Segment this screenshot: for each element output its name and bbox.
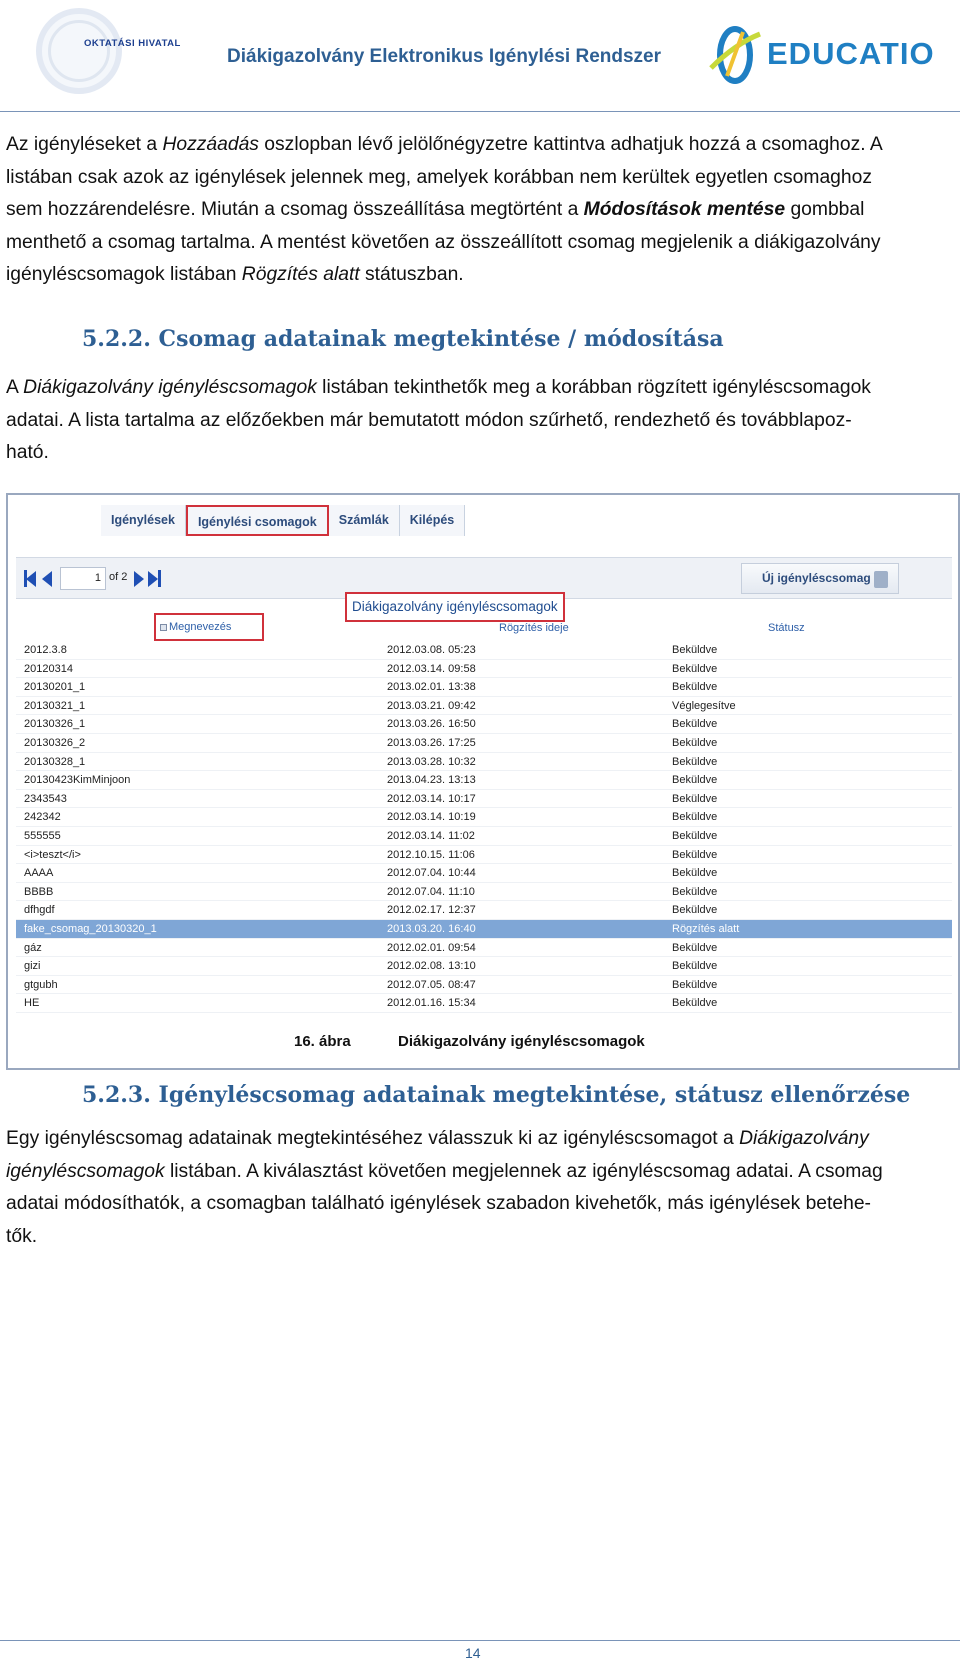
nav-tab-igenylesi-csomagok[interactable]: Igénylési csomagok <box>186 505 329 536</box>
bold-italic-term: Módosítások mentése <box>583 199 786 220</box>
logo-inner-ring <box>48 20 110 82</box>
text: Az igényléseket a <box>6 134 163 155</box>
cell-name: gizi <box>24 960 41 973</box>
section-heading-5-2-2: 5.2.2. Csomag adatainak megtekintése / módosítása <box>82 326 724 352</box>
cell-date: 2013.03.26. 16:50 <box>387 718 476 731</box>
educatio-mark-icon <box>705 24 765 86</box>
text: A <box>6 377 24 398</box>
cell-name: 2012.3.8 <box>24 644 67 656</box>
cell-date: 2012.02.08. 13:10 <box>387 960 476 973</box>
cell-date: 2013.03.28. 10:32 <box>387 755 476 768</box>
page-number-input[interactable]: 1 <box>60 567 106 590</box>
column-header-name[interactable] <box>154 613 264 641</box>
text-line <box>6 129 956 162</box>
cell-date: 2012.02.01. 09:54 <box>387 941 476 954</box>
cell-date: 2013.03.26. 17:25 <box>387 736 476 749</box>
last-page-icon[interactable] <box>148 571 158 587</box>
cell-name: 20130423KimMinjoon <box>24 774 131 787</box>
cell-date: 2012.03.14. 10:19 <box>387 811 476 824</box>
cell-status: Beküldve <box>672 829 718 842</box>
table-row[interactable] <box>16 901 952 920</box>
cell-date: 2012.02.17. 12:37 <box>387 904 476 917</box>
cell-name: gáz <box>24 941 42 954</box>
table-row[interactable] <box>16 994 952 1013</box>
table-row[interactable] <box>16 697 952 716</box>
cell-name: 20130321_1 <box>24 699 86 712</box>
table-row[interactable] <box>16 734 952 753</box>
page-count-label: of 2 <box>109 571 128 583</box>
cell-status: Beküldve <box>672 941 718 954</box>
table-row[interactable] <box>16 920 952 939</box>
cell-status: Beküldve <box>672 718 718 731</box>
table-row[interactable] <box>16 660 952 679</box>
italic-term: Hozzáadás <box>162 134 259 155</box>
new-package-button[interactable] <box>741 563 899 594</box>
italic-term: Diákigazolvány igényléscsomagok <box>23 377 317 398</box>
nav-tab-igenylesek[interactable]: Igénylések <box>101 505 186 536</box>
italic-term: Rögzítés alatt <box>241 264 360 285</box>
table-row[interactable] <box>16 957 952 976</box>
table-row[interactable] <box>16 846 952 865</box>
cell-name: <i>teszt</i> <box>24 848 81 861</box>
package-list <box>16 641 952 1013</box>
cell-date: 2013.03.21. 09:42 <box>387 699 476 712</box>
figure-caption: Diákigazolvány igényléscsomagok <box>398 1033 645 1050</box>
table-row[interactable] <box>16 883 952 902</box>
cell-name: 20130326_2 <box>24 736 86 749</box>
text-line: adatai módosíthatók, a csomagban található igénylések szabadon kivehetők, más igénylések betehe- <box>6 1193 871 1214</box>
logo-text: OKTATÁSI HIVATAL <box>84 38 181 49</box>
text-line <box>6 1123 956 1156</box>
cell-status: Beküldve <box>672 960 718 973</box>
first-page-icon[interactable] <box>26 571 36 587</box>
new-package-button-label: Új igényléscsomag <box>762 571 871 585</box>
paragraph-intro <box>6 129 956 292</box>
table-row[interactable] <box>16 790 952 809</box>
cell-date: 2013.02.01. 13:38 <box>387 681 476 694</box>
next-page-icon[interactable] <box>134 571 144 587</box>
educatio-logo <box>705 24 945 94</box>
text-line: tők. <box>6 1225 38 1247</box>
text-line: listában csak azok az igénylések jelennek meg, amelyek korábban nem kerültek egyetlen csomaghoz <box>6 166 872 188</box>
cell-status: Beküldve <box>672 774 718 787</box>
cell-name: AAAA <box>24 867 54 880</box>
cell-date: 2012.10.15. 11:06 <box>387 848 475 861</box>
text: sem hozzárendelésre. Miután a csomag összeállítása megtörtént a <box>6 199 584 220</box>
cell-name: dfhgdf <box>24 904 55 917</box>
previous-page-icon[interactable] <box>42 571 52 587</box>
table-row[interactable] <box>16 864 952 883</box>
cell-date: 2012.07.04. 11:10 <box>387 885 475 898</box>
text-line <box>6 1156 956 1189</box>
cell-date: 2012.03.14. 10:17 <box>387 792 476 805</box>
table-row[interactable] <box>16 641 952 660</box>
text: listában. A kiválasztást követően megjelennek az igényléscsomag adatai. A csomag <box>164 1160 883 1182</box>
last-page-bar <box>158 570 161 587</box>
cell-name: 20130326_1 <box>24 718 86 731</box>
column-header-date[interactable]: Rögzítés ideje <box>499 622 569 634</box>
text: listában tekinthetők meg a korábban rögzített igényléscsomagok <box>316 377 871 398</box>
column-header-status[interactable]: Státusz <box>768 622 805 634</box>
text-line: ható. <box>6 442 49 463</box>
cell-date: 2013.03.20. 16:40 <box>387 922 476 935</box>
cell-name: 20130328_1 <box>24 755 86 768</box>
cell-status: Beküldve <box>672 644 718 656</box>
cell-date: 2012.07.05. 08:47 <box>387 978 476 991</box>
cell-status: Beküldve <box>672 736 718 749</box>
header-divider <box>0 111 960 112</box>
list-title: Diákigazolvány igényléscsomagok <box>345 592 565 622</box>
cell-name: fake_csomag_20130320_1 <box>24 922 157 935</box>
text: oszlopban lévő jelölőnégyzetre kattintva adhatjuk hozzá a csomaghoz. A <box>258 134 883 155</box>
cell-date: 2012.01.16. 15:34 <box>387 997 476 1010</box>
text-line <box>6 259 956 292</box>
table-row[interactable] <box>16 939 952 958</box>
paragraph-package-details <box>6 1123 956 1253</box>
cell-status: Beküldve <box>672 885 718 898</box>
cell-status: Beküldve <box>672 848 718 861</box>
page-number: 14 <box>465 1645 481 1661</box>
nav-tab-kilepes[interactable]: Kilépés <box>400 505 465 536</box>
cell-status: Beküldve <box>672 755 718 768</box>
cell-status: Beküldve <box>672 792 718 805</box>
cell-status: Beküldve <box>672 811 718 824</box>
cell-status: Rögzítés alatt <box>672 922 740 935</box>
cell-date: 2012.03.14. 11:02 <box>387 829 475 842</box>
app-nav-bar <box>101 502 465 539</box>
text-line <box>6 372 956 405</box>
paragraph-list-description <box>6 372 956 470</box>
footer-divider <box>0 1640 960 1641</box>
cell-status: Beküldve <box>672 904 718 917</box>
text-line <box>6 194 956 227</box>
educatio-logo-text: EDUCATIO <box>767 36 935 71</box>
cell-status: Véglegesítve <box>672 699 736 712</box>
text: Egy igényléscsomag adatainak megtekintéséhez válasszuk ki az igényléscsomagot a <box>6 1128 740 1149</box>
sort-icon <box>160 624 167 631</box>
cell-date: 2012.07.04. 10:44 <box>387 867 476 880</box>
cell-name: HE <box>24 997 40 1010</box>
italic-term: Diákigazolvány <box>739 1128 869 1149</box>
text: státuszban. <box>359 264 464 285</box>
table-row[interactable] <box>16 976 952 995</box>
cell-name: 242342 <box>24 811 61 824</box>
cell-status: Beküldve <box>672 867 718 880</box>
cell-name: 20130201_1 <box>24 681 86 694</box>
text-line: adatai. A lista tartalma az előzőekben már bemutatott módon szűrhető, rendezhető és továbblapoz- <box>6 409 852 431</box>
text-line: menthető a csomag tartalma. A mentést követően az összeállított csomag megjelenik a diákigazolvány <box>6 231 881 253</box>
figure-screenshot <box>6 493 960 1070</box>
cell-status: Beküldve <box>672 978 718 991</box>
oktatasi-hivatal-logo <box>30 2 210 102</box>
cell-name: 2343543 <box>24 792 67 805</box>
table-row[interactable] <box>16 678 952 697</box>
cell-name: gtgubh <box>24 978 58 991</box>
section-heading-5-2-3: 5.2.3. Igényléscsomag adatainak megtekintése, státusz ellenőrzése <box>82 1082 911 1108</box>
text: igényléscsomagok listában <box>6 264 242 285</box>
header-title: Diákigazolvány Elektronikus Igénylési Rendszer <box>227 46 661 67</box>
column-header-name-label: Megnevezés <box>169 621 232 633</box>
cell-date: 2013.04.23. 13:13 <box>387 774 476 787</box>
nav-tab-szamlak[interactable]: Számlák <box>329 505 400 536</box>
page-header <box>0 0 960 112</box>
table-row[interactable] <box>16 753 952 772</box>
cell-name: BBBB <box>24 885 54 898</box>
italic-term: igényléscsomagok <box>6 1160 165 1182</box>
figure-number: 16. ábra <box>294 1033 351 1050</box>
cell-date: 2012.03.14. 09:58 <box>387 662 476 675</box>
table-row[interactable] <box>16 715 952 734</box>
table-row[interactable] <box>16 808 952 827</box>
cell-name: 20120314 <box>24 662 73 675</box>
cell-status: Beküldve <box>672 997 718 1010</box>
table-row[interactable] <box>16 771 952 790</box>
cell-status: Beküldve <box>672 662 718 675</box>
cell-status: Beküldve <box>672 681 718 694</box>
cell-name: 555555 <box>24 829 61 842</box>
text: gombbal <box>785 199 865 220</box>
cell-date: 2012.03.08. 05:23 <box>387 644 476 656</box>
document-icon <box>874 571 888 588</box>
table-row[interactable] <box>16 827 952 846</box>
